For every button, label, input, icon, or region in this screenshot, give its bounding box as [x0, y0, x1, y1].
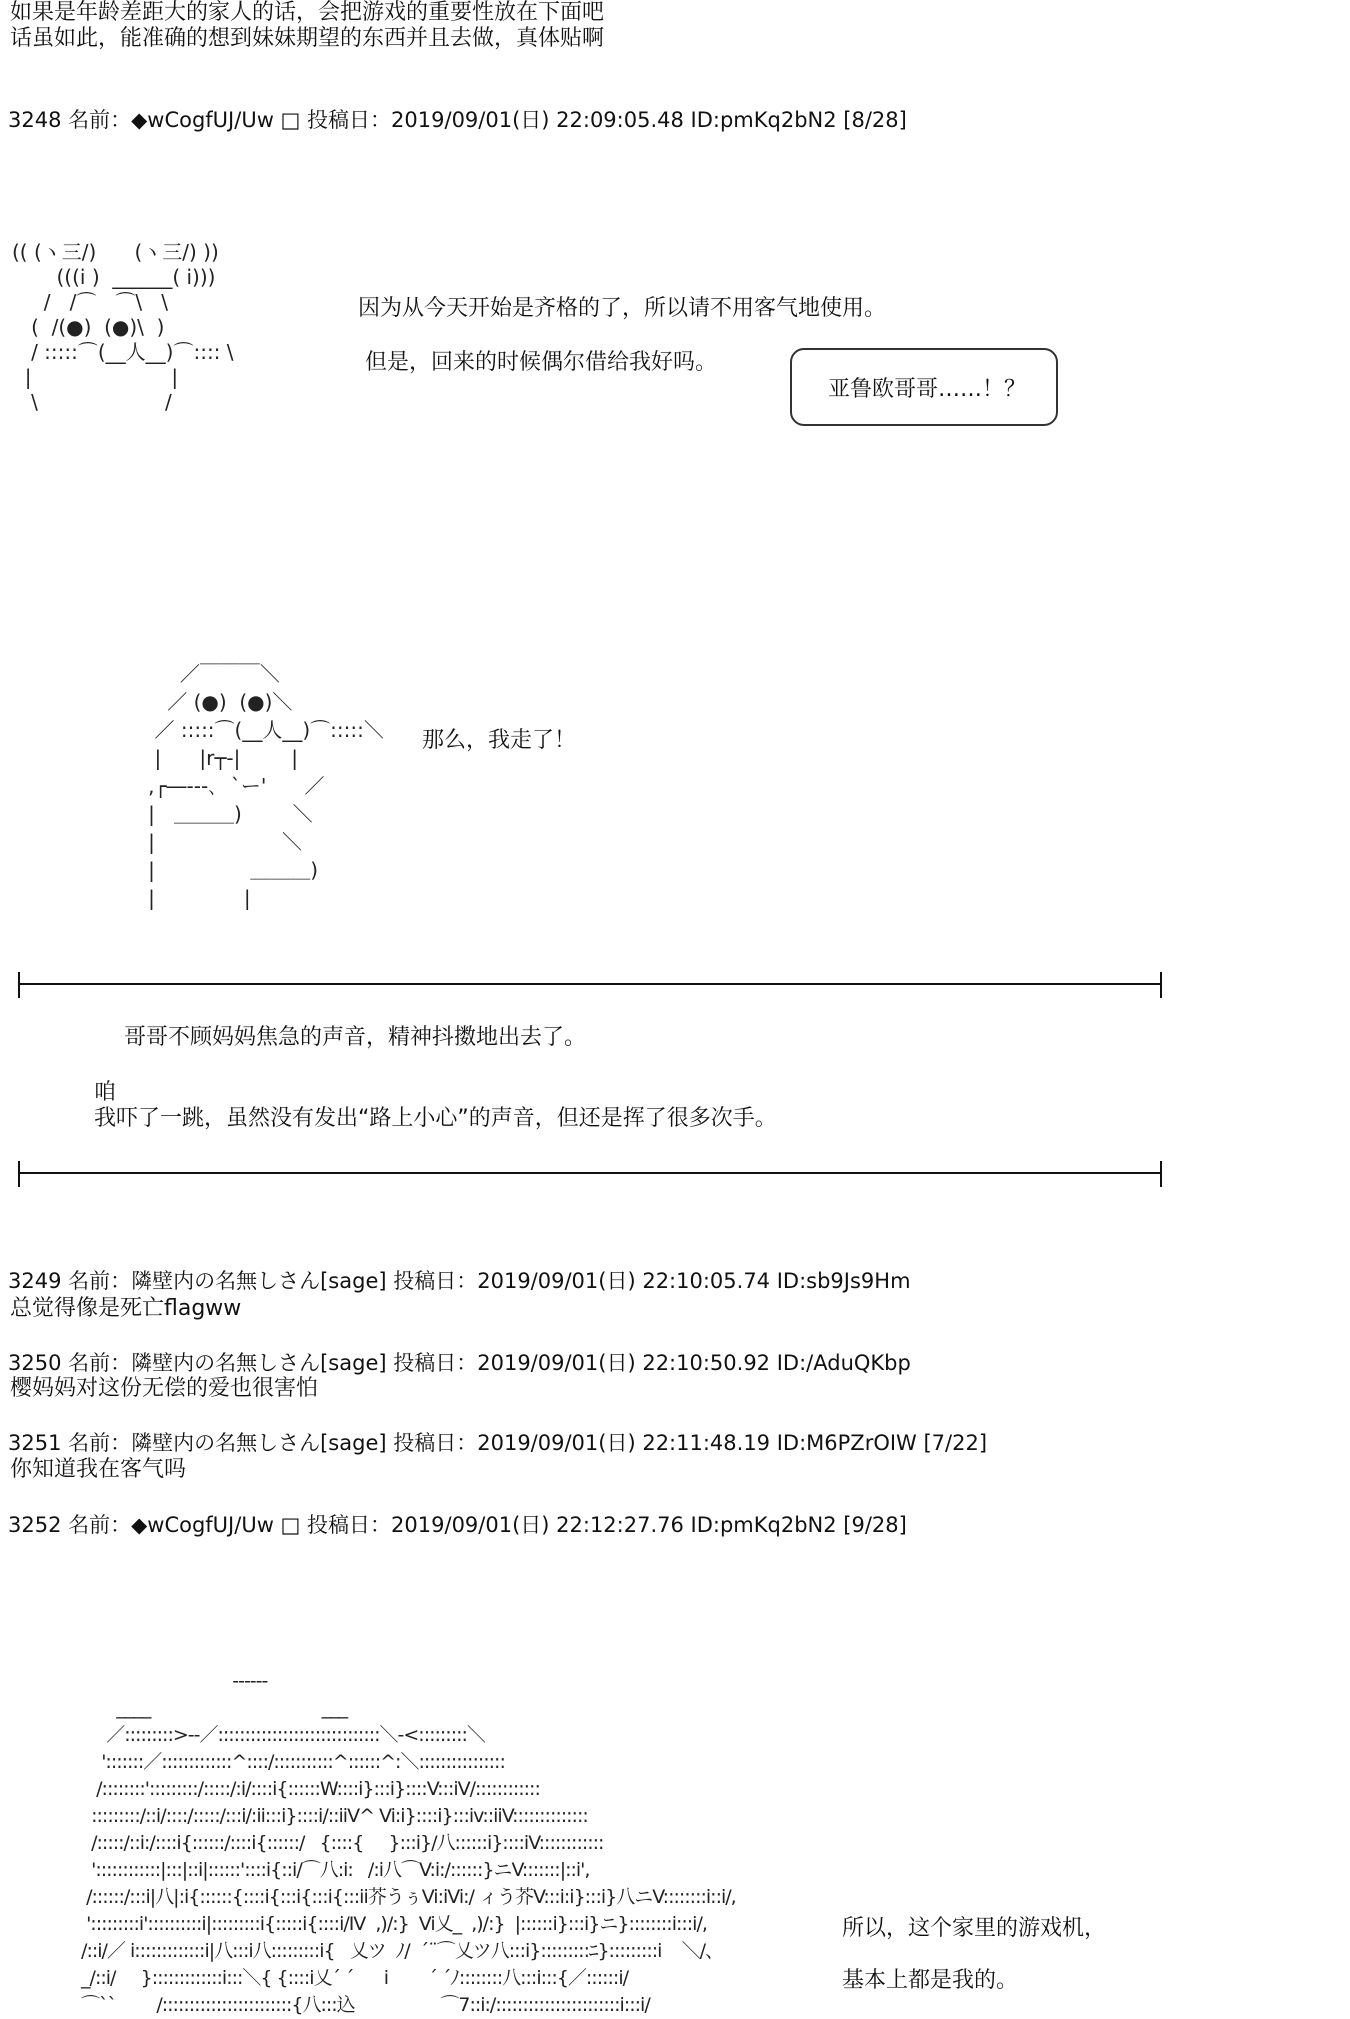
speech-scene-2: 那么，我走了！ [422, 728, 577, 753]
speech-scene-1-line-2: 但是，回来的时候偶尔借给我好吗。 [365, 350, 718, 375]
speech-scene-1-line-1: 因为从今天开始是齐格的了，所以请不用客气地使用。 [358, 296, 887, 321]
ascii-art-scene-1: (( (ヽ三/) (ヽ三/) )) (((i ) ______( i))) / /⌒ ⌒\ \ ( /(●) (●)\ ) / :::::⌒(__人__)⌒:::: \ | | \ / [12, 240, 234, 414]
speech-bubble-text: 亚鲁欧哥哥……！？ [828, 377, 1027, 402]
post-header-3250: 3250 名前：隣壁内の名無しさん[sage] 投稿日：2019/09/01(日) 22:10:50.92 ID:/AduQKbp [8, 1351, 911, 1375]
speech-scene-3-line-1: 所以，这个家里的游戏机， [842, 1916, 1107, 1941]
intro-line-2: 话虽如此，能准确的想到妹妹期望的东西并且去做，真体贴啊 [10, 26, 605, 51]
post-header-3248: 3248 名前：◆wCogfUJ/Uw □ 投稿日：2019/09/01(日) 22:09:05.48 ID:pmKq2bN2 [8/28] [8, 108, 907, 132]
post-body-3251: 你知道我在客气吗 [10, 1457, 187, 1482]
narration-line-2: 咱 [94, 1080, 117, 1105]
ascii-art-scene-2: ／￣￣￣＼ ／ (●) (●)＼ ／ :::::⌒(__人__)⌒:::::＼ | |r┬-| | ,┌―‐--､ `ー' ／ | ＿＿＿) ＼ | ＼ | ＿＿＿) | | [148, 662, 384, 910]
speech-bubble [790, 348, 1058, 426]
speech-scene-3-line-2: 基本上都是我的。 [842, 1968, 1019, 1993]
intro-line-1: 如果是年龄差距大的家人的话，会把游戏的重要性放在下面吧 [10, 0, 605, 25]
separator-top [18, 983, 1162, 985]
post-header-3251: 3251 名前：隣壁内の名無しさん[sage] 投稿日：2019/09/01(日) 22:11:48.19 ID:M6PZrOIW [7/22] [8, 1431, 988, 1455]
post-body-3249: 总觉得像是死亡flagww [10, 1296, 242, 1321]
post-header-3249: 3249 名前：隣壁内の名無しさん[sage] 投稿日：2019/09/01(日) 22:10:05.74 ID:sb9Js9Hm [8, 1269, 911, 1293]
narration-line-1: 哥哥不顾妈妈焦急的声音，精神抖擞地出去了。 [124, 1025, 587, 1050]
narration-line-3: 我吓了一跳，虽然没有发出“路上小心”的声音，但还是挥了很多次手。 [94, 1106, 777, 1131]
post-body-3250: 樱妈妈对这份无偿的爱也很害怕 [10, 1376, 319, 1401]
separator-bottom [18, 1172, 1162, 1174]
ascii-art-scene-3: ------ ____ ___ ／:::::::::>--／::::::::::::::::::::::::::::::＼-<:::::::::＼ ':::::::／:::::::::::::^::::/:::::::::::^::::::^:＼:::::::::::::::: /::::::::':::::::::/:::::/:i/::::i{::::::W::::i}:::i}::::V:::iV/:::::::::::: :::::::::/::i/::::/:::::/:::i/:ii:::i}::::i/::iiV^ Vi:i}::::i}:::iv::iiV:::::::::::::: /:::::/::i:/::::i{::::::/::::i{::::::/ {::::{ }:::i}/八::::::i}::::iV:::::::::::: '::::::::::::|:::|::i|::::::'::::i{::i/⌒八:i: /:i八⌒V:i:/::::::}ニV:::::::|::i', /::::::/:::i|八|:i{::::::{::::i{:::i{:::i{:::ii芥うぅVi:iVi:/ ィう芥V:::i:i}:::i}八ニV::::::::i::i/, ':::::::::i'::::::::::i|:::::::::i{:::::i{::::i/Ⅳ ,)/:} Vi乂_ ,)/:} |::::::i}:::i}ニ}::::::::i:::i/, /::i/／ i:::::::::::::i|八:::i八:::::::::i{ 乂ツ ﾉ/ ´¨⌒乂ツ八:::i}:::::::::ﾆ}:::::::::i ＼/、 _/::i/ }:::::::::::::i:::＼{ {::::i乂´ ´ i ´ ´ﾉ::::::::八:::i:::{／::::::i/ ⌒`` /::::::::::::::::::::::::{八:::込 ⌒7::i:/:::::::::::::::::::::::i:::i/ [81, 1670, 736, 2016]
post-header-3252: 3252 名前：◆wCogfUJ/Uw □ 投稿日：2019/09/01(日) 22:12:27.76 ID:pmKq2bN2 [9/28] [8, 1513, 907, 1537]
